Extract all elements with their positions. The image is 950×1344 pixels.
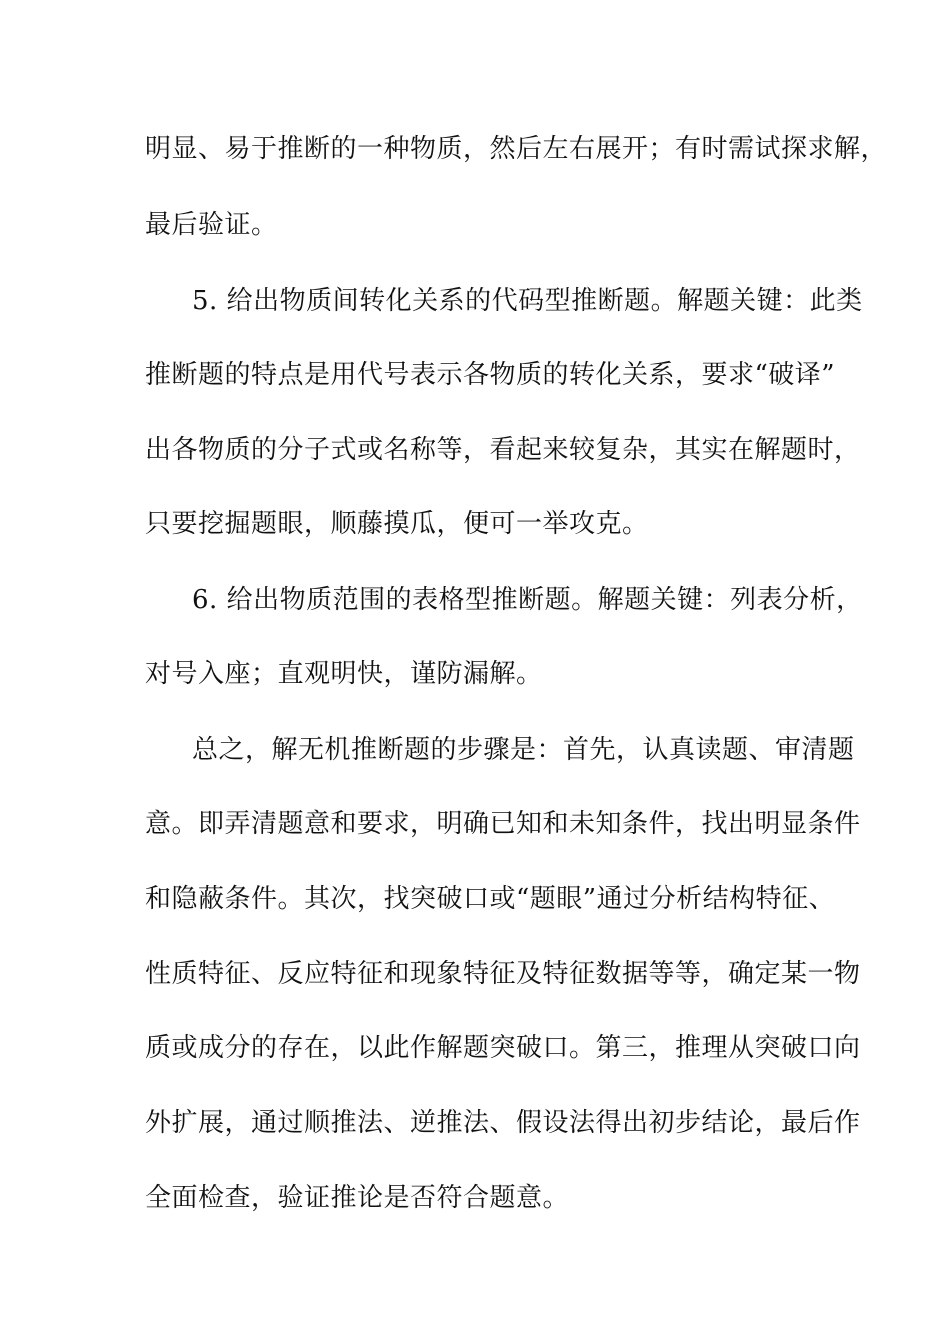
- text-line: 只要挖掘题眼，顺藤摸瓜，便可一举攻克。: [145, 509, 649, 539]
- text-line: 最后验证。: [145, 210, 278, 240]
- text-line: 全面检查，验证推论是否符合题意。: [145, 1183, 570, 1213]
- text-line: 性质特征、反应特征和现象特征及特征数据等等，确定某一物: [145, 959, 861, 989]
- text-line: 和隐蔽条件。其次，找突破口或“题眼”通过分析结构特征、: [145, 884, 836, 914]
- text-line: 出各物质的分子式或名称等，看起来较复杂，其实在解题时，: [145, 435, 861, 465]
- text-line: 对号入座；直观明快，谨防漏解。: [145, 659, 543, 689]
- text-line: 外扩展，通过顺推法、逆推法、假设法得出初步结论，最后作: [145, 1108, 861, 1138]
- text-line: 6. 给出物质范围的表格型推断题。解题关键：列表分析，: [192, 585, 863, 615]
- text-line: 推断题的特点是用代号表示各物质的转化关系，要求“破译”: [145, 360, 836, 390]
- text-line: 质或成分的存在，以此作解题突破口。第三，推理从突破口向: [145, 1033, 861, 1063]
- text-line: 意。即弄清题意和要求，明确已知和未知条件，找出明显条件: [145, 809, 861, 839]
- text-line: 总之，解无机推断题的步骤是：首先，认真读题、审清题: [192, 735, 855, 765]
- text-line: 5. 给出物质间转化关系的代码型推断题。解题关键：此类: [192, 286, 863, 316]
- text-line: 明显、易于推断的一种物质，然后左右展开；有时需试探求解，: [145, 134, 888, 164]
